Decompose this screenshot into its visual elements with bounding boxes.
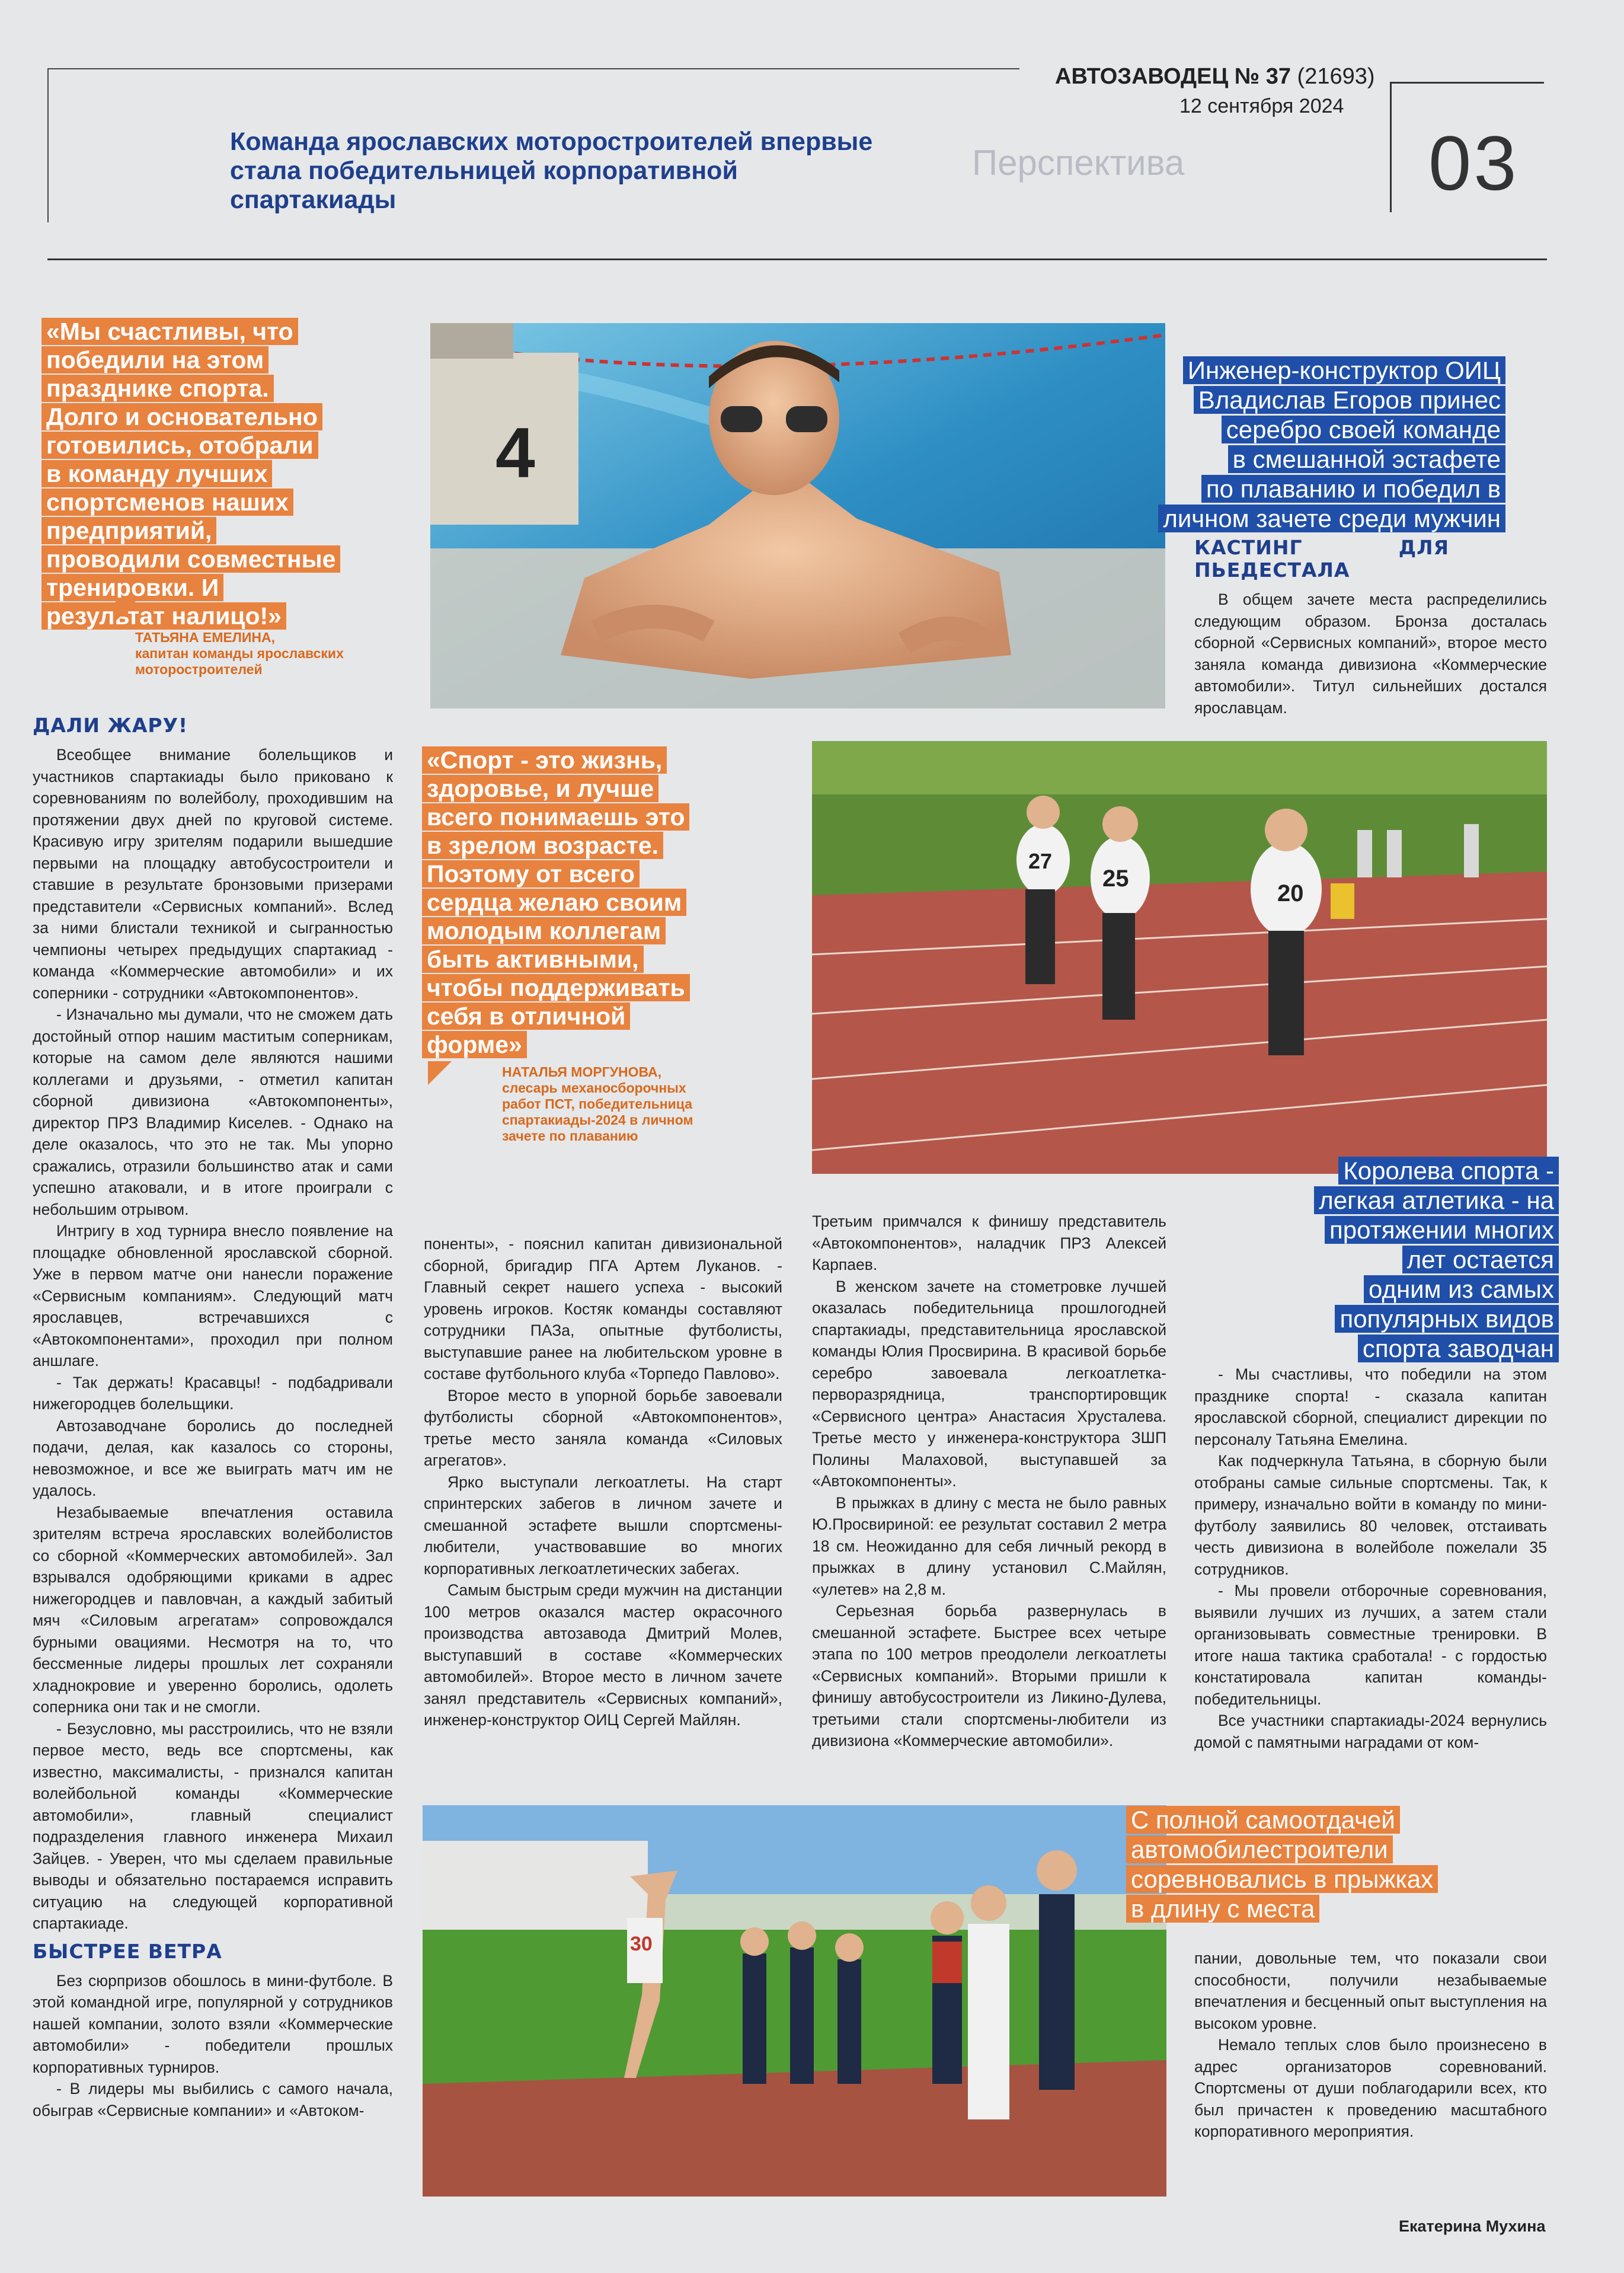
paragraph: поненты», - пояснил капитан дивизиональной сборной, бригадир ПГА Артем Луканов. - Главный секрет нашего успеха - высокий уровень игроков. Костяк команды составляют сотрудники ПАЗа, опытные футболисты, выступавшие ранее на любительском уровне в составе футбольного клуба «Торпедо Павлово». xyxy=(424,1235,782,1383)
paragraph: - Мы счастливы, что победили на этом празднике спорта! - сказала капитан ярославской сборной, специалист дирекции по персоналу Татьяна Емелина. xyxy=(1194,1365,1547,1448)
text-column-2 xyxy=(424,1233,782,1731)
masthead: АВТОЗАВОДЕЦ № 37 (21693) xyxy=(1055,64,1375,89)
paragraph: пании, довольные тем, что показали свои способности, получили незабываемые впечатления и бесценный опыт выступления на высоком уровне. xyxy=(1194,1949,1547,2032)
text-column-3 xyxy=(812,1211,1166,1752)
article-headline: Команда ярославских моторостроителей впервые стала победительницей корпоративной спартакиады xyxy=(230,127,873,214)
photo-swimmer xyxy=(430,323,1165,708)
quote-tail xyxy=(428,1061,452,1085)
section-heading: КАСТИНГ ДЛЯ ПЬЕДЕСТАЛА xyxy=(1194,536,1449,582)
paragraph: Всеобщее внимание болельщиков и участников спартакиады было приковано к соревнованиям по волейболу, проходившим на протяжении двух дней по круговой системе. Красивую игру зрителям подарили вышедшие первыми на площадку автобусостроители и ставшие в результате бронзовыми призерами представители «Сервисных компаний». Вслед за ними блистали техникой и сыгранностью чемпионы четырех предыдущих спартакиад - команда «Коммерческие автомобили» и их соперники - сотрудники «Автокомпонентов». xyxy=(33,746,393,1002)
header-rule xyxy=(47,68,1019,69)
photo-track-race xyxy=(812,741,1547,1174)
paragraph: Автозаводчане боролись до последней подачи, делая, как казалось со стороны, невозможное, и все же выиграть матч им не удалось. xyxy=(33,1416,393,1499)
paragraph: Третьим примчался к финишу представитель «Автокомпонентов», наладчик ПРЗ Алексей Карпаев. xyxy=(812,1212,1166,1273)
text-column-1 xyxy=(33,708,393,2121)
paragraph: Самым быстрым среди мужчин на дистанции 100 метров оказался мастер окрасочного производства автозавода Дмитрий Молев, выступавший в составе «Коммерческих автомобилей». Второе место в личном зачете занял представитель «Сервисных компаний», инженер-конструктор ОИЦ Сергей Майлян. xyxy=(424,1581,782,1729)
section-heading: БЫСТРЕЕ ВЕТРА xyxy=(33,1939,222,1963)
svg-text:20: 20 xyxy=(1277,880,1304,906)
paragraph: Серьезная борьба развернулась в смешанной эстафете. Быстрее всех четыре этапа по 100 метров преодолели легкоатлеты «Сервисных компаний». Вторыми пришли к финишу автобусостроители из Ликино-Дулева, третьими стали спортсмены-любители из дивизиона «Коммерческие автомобили». xyxy=(812,1602,1166,1750)
text-column-4-bottom xyxy=(1194,1948,1547,2143)
paragraph: В прыжках в длину с места не было равных Ю.Просвириной: ее результат составил 2 метра 18 см. Неожиданно для себя личный рекорд в прыжках в длину установил С.Майлян, «улетев» на 2,8 м. xyxy=(812,1493,1166,1598)
text-column-4-top xyxy=(1194,531,1547,719)
caption-long-jump: С полной самоотдачей автомобилестроители соревновались в прыжках в длину с места xyxy=(1126,1805,1476,1924)
paragraph: Как подчеркнула Татьяна, в сборную были отобраны самые сильные спортсмены. Так, к примеру, изначально войти в команду по мини-футболу заявились 80 человек, отстаивать честь дивизиона в волейболе пожелали 35 сотрудников. xyxy=(1194,1452,1547,1578)
pull-quote-emelina: «Мы счастливы, что победили на этом празднике спорта. Долго и основательно готовились, отобрали в команду лучших спортсменов наших предприятий, проводили совместные тренировки. И результат налицо!» xyxy=(41,317,350,630)
paragraph: В общем зачете места распределились следующим образом. Бронза досталась сборной «Сервисных компаний», второе место заняла команда дивизиона «Коммерческие автомобили». Титул сильнейших достался ярославцам. xyxy=(1194,590,1547,717)
paragraph: Без сюрпризов обошлось в мини-футболе. В этой командной игре, популярной у сотрудников нашей компании, золото взяли «Коммерческие автомобили» - победители прошлых корпоративных турниров. xyxy=(33,1971,393,2076)
issue-date: 12 сентября 2024 xyxy=(1179,95,1344,117)
paragraph: - Так держать! Красавцы! - подбадривали нижегородцев болельщики. xyxy=(33,1373,393,1413)
quote-author-morgunova: НАТАЛЬЯ МОРГУНОВА, слесарь механосборочных работ ПСТ, победительница спартакиады-2024 в личном зачете по плаванию xyxy=(502,1064,693,1144)
svg-text:25: 25 xyxy=(1102,866,1129,892)
paragraph: - Безусловно, мы расстроились, что не взяли первое место, ведь все спортсмены, как известно, максималисты, - признался капитан волейбольной команды «Коммерческие автомобили», главный специалист подразделения главного инженера Михаил Зайцев. - Уверен, что мы сделаем правильные выводы и обязательно постараемся исправить ситуацию на следующей корпоративной спартакиаде. xyxy=(33,1719,393,1932)
paragraph: Интригу в ход турнира внесло появление на площадке обновленной ярославской сборной. Уже в первом матче они нанесли поражение «Сервисным компаниям». Следующий матч ярославцев, встречавшихся с «Автокомпонентами», проходил при полном аншлаге. xyxy=(33,1222,393,1369)
header-frame xyxy=(47,68,49,222)
text-column-4-mid xyxy=(1194,1364,1547,1753)
caption-track: Королева спорта - легкая атлетика - на протяжении многих лет остается одним из самых популярных видов спорта заводчан xyxy=(1280,1156,1559,1364)
paragraph: В женском зачете на стометровке лучшей оказалась победительница прошлогодней спартакиады, представительница ярославской команды Юлия Просвирина. В красивой борьбе серебро завоевала легкоатлетка-перворазрядница, транспортировщик «Сервисного центра» Анастасия Хрусталева. Третье место у инженера-конструктора ЗШП Полины Малаховой, выступавшей за «Автокомпоненты». xyxy=(812,1277,1166,1490)
photo-long-jump xyxy=(423,1805,1166,2197)
page-number: 03 xyxy=(1428,120,1519,206)
paragraph: - Изначально мы думали, что не сможем дать достойный отпор нашим маститым соперникам, которые на самом деле являются нашими коллегами и друзьями, - отметил капитан сборной дивизиона «Автокомпоненты», директор ПРЗ Владимир Киселев. - Однако на деле оказалось, что это не так. Мы упорно сражались, отразили большинство атак и сами успешно атаковали, и в итоге проиграли с небольшим отрывом. xyxy=(33,1005,393,1218)
paragraph: Второе место в упорной борьбе завоевали футболисты сборной «Автокомпонентов», третье место заняла команда «Силовых агрегатов». xyxy=(424,1386,782,1469)
paragraph: Все участники спартакиады-2024 вернулись домой с памятными наградами от ком- xyxy=(1194,1712,1547,1751)
section-heading: ДАЛИ ЖАРУ! xyxy=(33,714,188,737)
pull-quote-morgunova: «Спорт - это жизнь, здоровье, и лучше всего понимаешь это в зрелом возрасте. Поэтому от всего сердца желаю своим молодым коллегам быть активными, чтобы поддерживать себя в отличной форме» xyxy=(422,746,706,1059)
bleed-through-rubric: Перспектива xyxy=(972,143,1185,183)
paragraph: - В лидеры мы выбились с самого начала, обыграв «Сервисные компании» и «Автоком- xyxy=(33,2080,393,2119)
svg-text:30: 30 xyxy=(630,1933,653,1955)
svg-text:27: 27 xyxy=(1028,849,1053,873)
paragraph: - Мы провели отборочные соревнования, выявили лучших из лучших, а затем стали организовывать совместные тренировки. В итоге наша тактика сработала! - с гордостью констатировала капитан команды-победительницы. xyxy=(1194,1582,1547,1708)
svg-text:4: 4 xyxy=(495,413,535,493)
paragraph: Немало теплых слов было произнесено в адрес организаторов соревнований. Спортсмены от души поблагодарили всех, кто был причастен к проведению масштабного корпоративного мероприятия. xyxy=(1194,2036,1547,2140)
quote-author-emelina: ТАТЬЯНА ЕМЕЛИНА, капитан команды ярославских моторостроителей xyxy=(135,630,344,677)
quote-tail xyxy=(116,598,139,621)
header-divider xyxy=(47,258,1547,260)
paragraph: Ярко выступали легкоатлеты. На старт спринтерских забегов в личном зачете и смешанной эстафете вышли спортсмены-любители, участвовавшие во многих корпоративных легкоатлетических забегах. xyxy=(424,1473,782,1578)
author-signature: Екатерина Мухина xyxy=(1399,2217,1546,2235)
paragraph: Незабываемые впечатления оставила зрителям встреча ярославских волейболистов со сборной «Коммерческих автомобилей». Зал взрывался одобряющими криками в адрес нижегородцев и павловчан, а каждый забитый мяч «Силовым агрегатам» сопровождался бурными овациями. Несмотря на то, что бессменные лидеры прошлых лет сохраняли хладнокровие и уверенно боролись, одолеть соперника они так и не смогли. xyxy=(33,1503,393,1716)
caption-swimmer: Инженер-конструктор ОИЦ Владислав Егоров принес серебро своей команде в смешанной эстафете по плаванию и победил в личном зачете среди мужчин xyxy=(1114,356,1505,534)
